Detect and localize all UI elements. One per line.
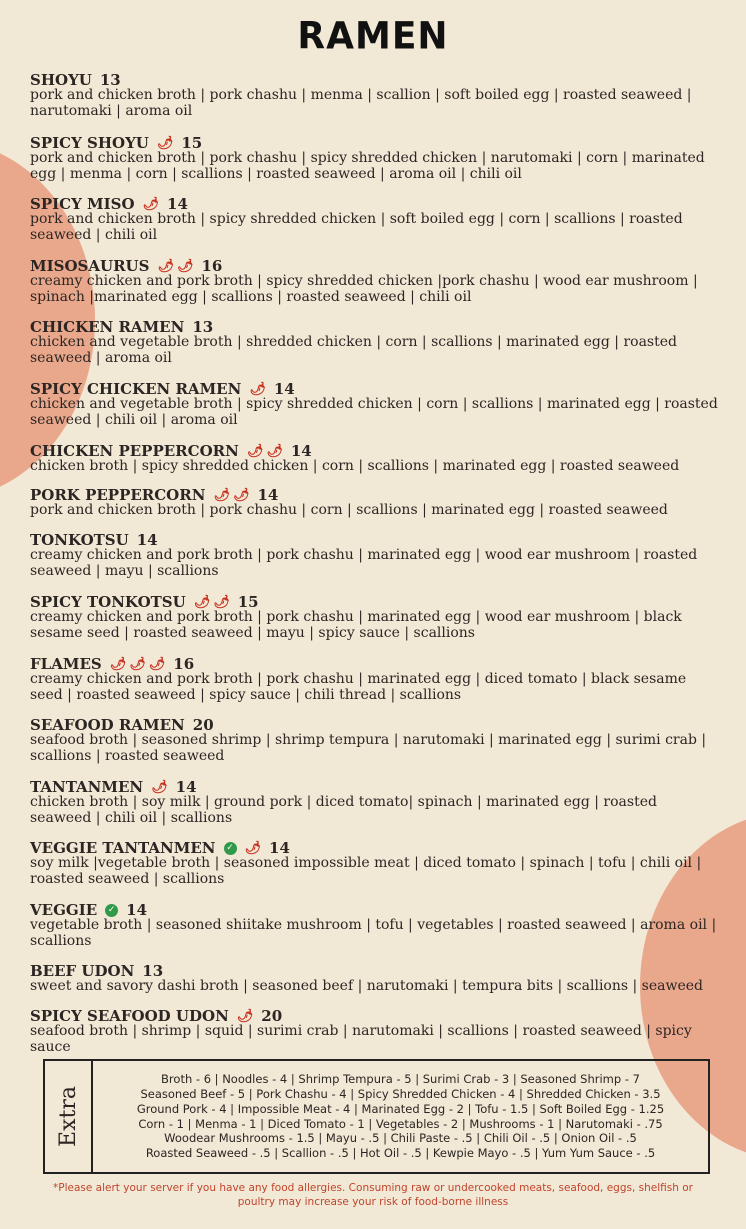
vegetarian-icon: ✓: [105, 904, 118, 917]
item-description: creamy chicken and pork broth | pork chashu | marinated egg | wood ear mushroom | black sesame seed | roasted seaweed | mayu | spicy sauce | scallions: [30, 609, 682, 641]
item-name: VEGGIE TANTANMEN: [30, 839, 216, 857]
item-description: vegetable broth | seasoned shiitake mushroom | tofu | vegetables | roasted seaweed | aroma oil | scallions: [30, 917, 717, 949]
extras-line: Broth - 6 | Noodles - 4 | Shrimp Tempura - 5 | Surimi Crab - 3 | Seasoned Shrimp - 7: [161, 1072, 640, 1087]
item-description: creamy chicken and pork broth | pork chashu | marinated egg | wood ear mushroom | roasted seaweed | mayu | scallions: [30, 547, 698, 579]
item-description: pork and chicken broth | pork chashu | menma | scallion | soft boiled egg | roasted seaweed | narutomaki | aroma oil: [30, 87, 692, 119]
item-description: pork and chicken broth | spicy shredded chicken | soft boiled egg | corn | scallions | roasted seaweed | chili oil: [30, 211, 683, 243]
item-price: 14: [257, 486, 279, 504]
item-description: chicken broth | spicy shredded chicken | corn | scallions | marinated egg | roasted seaweed: [30, 458, 680, 474]
menu-item: [30, 717, 720, 764]
menu-item: [30, 1008, 720, 1055]
item-description: sweet and savory dashi broth | seasoned beef | narutomaki | tempura bits | scallions | seaweed: [30, 978, 703, 994]
chili-icon: 🌶: [246, 443, 264, 459]
item-name: TANTANMEN: [30, 778, 144, 796]
menu-item: [30, 840, 720, 887]
chili-icon: 🌶: [129, 656, 146, 672]
chili-icon: 🌶: [193, 594, 211, 610]
menu-item: [30, 319, 720, 366]
item-name: BEEF UDON: [30, 962, 135, 980]
item-name: CHICKEN RAMEN: [30, 318, 185, 336]
item-price: 14: [269, 839, 290, 857]
extras-label-cell: [45, 1061, 93, 1172]
item-name: SPICY SHOYU: [30, 134, 149, 152]
extras-label: Extra: [55, 1086, 81, 1147]
item-price: 13: [142, 962, 164, 980]
menu-item: [30, 258, 720, 305]
item-name: MISOSAURUS: [30, 257, 150, 275]
item-name: VEGGIE: [30, 901, 98, 919]
chili-icon: 🌶: [148, 656, 166, 672]
item-name: FLAMES: [30, 655, 102, 673]
extras-list: [93, 1061, 708, 1172]
chili-icon: 🌶: [236, 1008, 254, 1024]
item-price: 15: [181, 134, 203, 152]
menu-item: [30, 963, 720, 995]
menu-item: [30, 443, 720, 475]
item-description: seafood broth | shrimp | squid | surimi crab | narutomaki | scallions | roasted seaweed | spicy sauce: [30, 1023, 692, 1055]
item-price: 14: [136, 531, 158, 549]
extras-line: Ground Pork - 4 | Impossible Meat - 4 | Marinated Egg - 2 | Tofu - 1.5 | Soft Boiled Egg - 1.25: [136, 1101, 665, 1116]
item-price: 20: [261, 1007, 283, 1025]
chili-icon: 🌶: [156, 135, 174, 151]
item-description: soy milk |vegetable broth | seasoned impossible meat | diced tomato | spinach | tofu | chili oil | roasted seaweed | scallions: [30, 855, 702, 887]
extras-box: [43, 1059, 710, 1174]
item-name: SPICY MISO: [30, 195, 135, 213]
item-price: 14: [126, 901, 148, 919]
item-description: chicken and vegetable broth | shredded chicken | corn | scallions | marinated egg | roasted seaweed | aroma oil: [30, 334, 677, 366]
menu-item: [30, 656, 720, 703]
extras-line: Seasoned Beef - 5 | Pork Chashu - 4 | Spicy Shredded Chicken - 4 | Shredded Chicken - 3.5: [140, 1087, 661, 1102]
item-description: creamy chicken and pork broth | spicy shredded chicken |pork chashu | wood ear mushroom | spinach |marinated egg | scallions | roasted seaweed | chili oil: [30, 273, 698, 305]
menu-item: [30, 196, 720, 243]
item-description: chicken and vegetable broth | spicy shredded chicken | corn | scallions | marinated egg | roasted seaweed | chili oil | aroma oil: [30, 396, 718, 428]
chili-icon: 🌶: [213, 487, 230, 503]
chili-icon: 🌶: [109, 656, 127, 672]
chili-icon: 🌶: [232, 487, 250, 503]
item-name: TONKOTSU: [30, 531, 129, 549]
extras-line: Woodear Mushrooms - 1.5 | Mayu - .5 | Chili Paste - .5 | Chili Oil - .5 | Onion Oil - .5: [164, 1131, 637, 1146]
chili-icon: 🌶: [157, 258, 174, 274]
item-price: 14: [167, 195, 188, 213]
menu-item: [30, 487, 720, 519]
item-price: 13: [192, 318, 214, 336]
item-name: SHOYU: [30, 71, 92, 89]
item-price: 16: [173, 655, 195, 673]
item-price: 14: [175, 778, 197, 796]
menu-item: [30, 594, 720, 641]
item-description: chicken broth | soy milk | ground pork | diced tomato| spinach | marinated egg | roasted seaweed | chili oil | scallions: [30, 794, 657, 826]
menu-item: [30, 72, 720, 119]
chili-icon: 🌶: [213, 594, 230, 610]
item-price: 20: [192, 716, 214, 734]
item-price: 13: [99, 71, 121, 89]
menu-item: [30, 902, 720, 949]
item-price: 16: [201, 257, 223, 275]
menu-item: [30, 381, 720, 428]
chili-icon: 🌶: [249, 381, 266, 397]
item-description: creamy chicken and pork broth | pork chashu | marinated egg | diced tomato | black sesame seed | roasted seaweed | spicy sauce | chili thread | scallions: [30, 671, 687, 703]
item-price: 14: [273, 380, 295, 398]
vegetarian-icon: ✓: [224, 842, 237, 855]
item-name: SPICY SEAFOOD UDON: [30, 1007, 229, 1025]
menu-item: [30, 779, 720, 826]
chili-icon: 🌶: [244, 840, 262, 856]
chili-icon: 🌶: [266, 443, 283, 459]
chili-icon: 🌶: [176, 258, 194, 274]
item-description: pork and chicken broth | pork chashu | spicy shredded chicken | narutomaki | corn | marinated egg | menma | corn | scallions | roasted seaweed | aroma oil | chili oil: [30, 150, 705, 182]
chili-icon: 🌶: [142, 196, 160, 212]
item-name: PORK PEPPERCORN: [30, 486, 206, 504]
chili-icon: 🌶: [151, 779, 168, 795]
item-name: CHICKEN PEPPERCORN: [30, 442, 239, 460]
allergy-note: *Please alert your server if you have any food allergies. Consuming raw or undercooked meats, seafood, eggs, shelfish or poultry may increase your risk of food-borne illness: [53, 1182, 693, 1208]
item-name: SPICY CHICKEN RAMEN: [30, 380, 242, 398]
item-price: 15: [237, 593, 259, 611]
menu-title: RAMEN: [297, 14, 449, 59]
menu-item: [30, 532, 720, 579]
item-description: pork and chicken broth | pork chashu | corn | scallions | marinated egg | roasted seaweed: [30, 502, 668, 518]
menu-item: [30, 135, 720, 182]
extras-line: Corn - 1 | Menma - 1 | Diced Tomato - 1 | Vegetables - 2 | Mushrooms - 1 | Narutomaki - .75: [138, 1116, 663, 1131]
extras-line: Roasted Seaweed - .5 | Scallion - .5 | Hot Oil - .5 | Kewpie Mayo - .5 | Yum Yum Sauce - .5: [145, 1145, 656, 1160]
item-name: SPICY TONKOTSU: [30, 593, 186, 611]
item-description: seafood broth | seasoned shrimp | shrimp tempura | narutomaki | marinated egg | surimi crab | scallions | roasted seaweed: [30, 732, 707, 764]
item-price: 14: [290, 442, 312, 460]
item-name: SEAFOOD RAMEN: [30, 716, 185, 734]
